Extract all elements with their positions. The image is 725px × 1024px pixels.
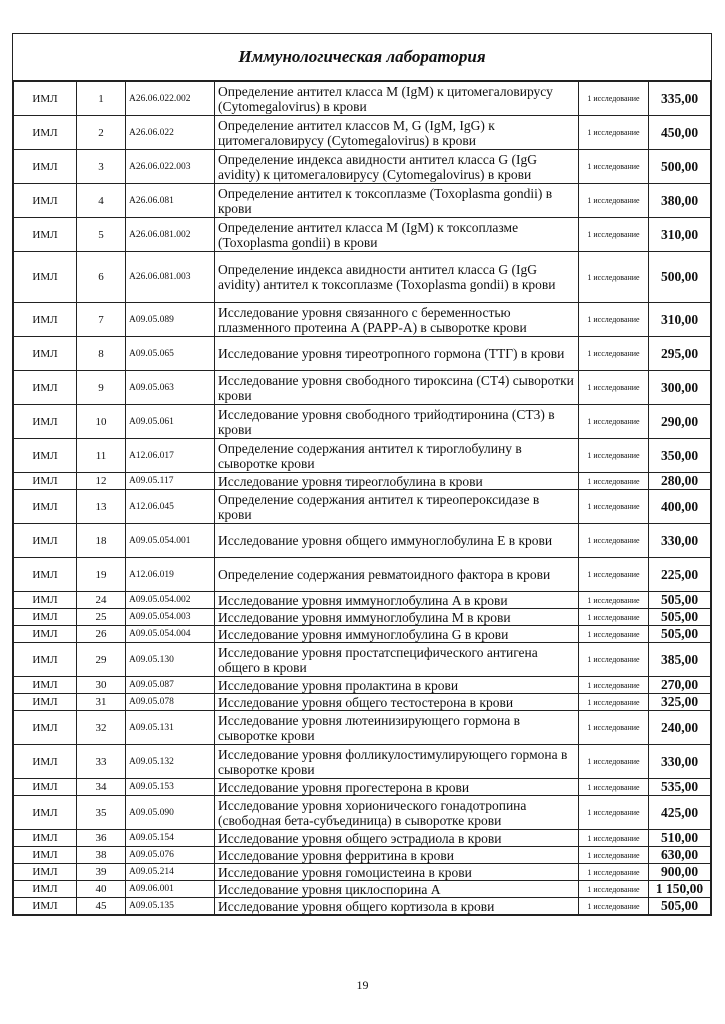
price-cell: 505,00 [649, 609, 711, 626]
price-cell: 385,00 [649, 643, 711, 677]
department-cell: ИМЛ [14, 898, 77, 915]
service-code-cell: A09.05.065 [126, 337, 215, 371]
table-row [14, 592, 711, 609]
department-cell: ИМЛ [14, 847, 77, 864]
row-number-cell: 6 [77, 252, 126, 303]
price-cell: 630,00 [649, 847, 711, 864]
table-row [14, 830, 711, 847]
department-cell: ИМЛ [14, 218, 77, 252]
price-cell: 500,00 [649, 150, 711, 184]
service-name-cell: Определение индекса авидности антител класса G (IgG avidity) антител к токсоплазме (Toxoplasma gondii) в крови [215, 252, 579, 303]
service-code-cell: A26.06.081.002 [126, 218, 215, 252]
table-row [14, 626, 711, 643]
service-name-cell: Исследование уровня иммуноглобулина A в крови [215, 592, 579, 609]
department-cell: ИМЛ [14, 524, 77, 558]
price-cell: 510,00 [649, 830, 711, 847]
service-code-cell: A09.05.078 [126, 694, 215, 711]
row-number-cell: 4 [77, 184, 126, 218]
price-cell: 240,00 [649, 711, 711, 745]
row-number-cell: 24 [77, 592, 126, 609]
service-name-cell: Определение антител класса M (IgM) к цитомегаловирусу (Cytomegalovirus) в крови [215, 82, 579, 116]
department-cell: ИМЛ [14, 405, 77, 439]
service-code-cell: A09.06.001 [126, 881, 215, 898]
price-cell: 290,00 [649, 405, 711, 439]
price-cell: 400,00 [649, 490, 711, 524]
service-name-cell: Исследование уровня циклоспорина A [215, 881, 579, 898]
unit-cell: 1 исследование [579, 677, 649, 694]
department-cell: ИМЛ [14, 592, 77, 609]
department-cell: ИМЛ [14, 830, 77, 847]
department-cell: ИМЛ [14, 711, 77, 745]
table-row [14, 677, 711, 694]
table-row [14, 643, 711, 677]
row-number-cell: 34 [77, 779, 126, 796]
department-cell: ИМЛ [14, 677, 77, 694]
row-number-cell: 3 [77, 150, 126, 184]
price-cell: 505,00 [649, 626, 711, 643]
service-code-cell: A26.06.022 [126, 116, 215, 150]
service-name-cell: Определение антител классов M, G (IgM, IgG) к цитомегаловирусу (Cytomegalovirus) в крови [215, 116, 579, 150]
table-row [14, 864, 711, 881]
row-number-cell: 8 [77, 337, 126, 371]
page-number: 19 [356, 978, 369, 992]
department-cell: ИМЛ [14, 184, 77, 218]
unit-cell: 1 исследование [579, 711, 649, 745]
price-cell: 300,00 [649, 371, 711, 405]
unit-cell: 1 исследование [579, 218, 649, 252]
row-number-cell: 39 [77, 864, 126, 881]
row-number-cell: 32 [77, 711, 126, 745]
unit-cell: 1 исследование [579, 82, 649, 116]
unit-cell: 1 исследование [579, 864, 649, 881]
department-cell: ИМЛ [14, 116, 77, 150]
row-number-cell: 30 [77, 677, 126, 694]
price-cell: 535,00 [649, 779, 711, 796]
row-number-cell: 12 [77, 473, 126, 490]
table-row [14, 252, 711, 303]
price-list-sheet [12, 33, 712, 916]
row-number-cell: 36 [77, 830, 126, 847]
department-cell: ИМЛ [14, 252, 77, 303]
service-name-cell: Исследование уровня общего иммуноглобулина E в крови [215, 524, 579, 558]
row-number-cell: 7 [77, 303, 126, 337]
unit-cell: 1 исследование [579, 643, 649, 677]
table-row [14, 184, 711, 218]
unit-cell: 1 исследование [579, 490, 649, 524]
unit-cell: 1 исследование [579, 626, 649, 643]
row-number-cell: 29 [77, 643, 126, 677]
service-code-cell: A09.05.076 [126, 847, 215, 864]
price-cell: 335,00 [649, 82, 711, 116]
row-number-cell: 13 [77, 490, 126, 524]
price-cell: 270,00 [649, 677, 711, 694]
service-code-cell: A09.05.054.001 [126, 524, 215, 558]
unit-cell: 1 исследование [579, 830, 649, 847]
service-code-cell: A09.05.130 [126, 643, 215, 677]
price-cell: 225,00 [649, 558, 711, 592]
department-cell: ИМЛ [14, 558, 77, 592]
row-number-cell: 1 [77, 82, 126, 116]
service-name-cell: Исследование уровня иммуноглобулина M в крови [215, 609, 579, 626]
price-cell: 325,00 [649, 694, 711, 711]
service-code-cell: A12.06.017 [126, 439, 215, 473]
price-cell: 425,00 [649, 796, 711, 830]
service-name-cell: Исследование уровня прогестерона в крови [215, 779, 579, 796]
unit-cell: 1 исследование [579, 898, 649, 915]
service-code-cell: A09.05.054.002 [126, 592, 215, 609]
service-code-cell: A26.06.022.002 [126, 82, 215, 116]
department-cell: ИМЛ [14, 82, 77, 116]
unit-cell: 1 исследование [579, 796, 649, 830]
price-cell: 505,00 [649, 898, 711, 915]
unit-cell: 1 исследование [579, 592, 649, 609]
table-row [14, 82, 711, 116]
price-cell: 295,00 [649, 337, 711, 371]
service-code-cell: A12.06.045 [126, 490, 215, 524]
service-name-cell: Исследование уровня тиреотропного гормона (ТТГ) в крови [215, 337, 579, 371]
unit-cell: 1 исследование [579, 745, 649, 779]
service-code-cell: A09.05.090 [126, 796, 215, 830]
service-name-cell: Исследование уровня иммуноглобулина G в крови [215, 626, 579, 643]
unit-cell: 1 исследование [579, 694, 649, 711]
department-cell: ИМЛ [14, 473, 77, 490]
unit-cell: 1 исследование [579, 337, 649, 371]
department-cell: ИМЛ [14, 694, 77, 711]
unit-cell: 1 исследование [579, 252, 649, 303]
price-cell: 900,00 [649, 864, 711, 881]
section-title: Иммунологическая лаборатория [13, 34, 711, 81]
department-cell: ИМЛ [14, 609, 77, 626]
unit-cell: 1 исследование [579, 439, 649, 473]
table-row [14, 847, 711, 864]
service-code-cell: A09.05.061 [126, 405, 215, 439]
table-row [14, 405, 711, 439]
service-name-cell: Исследование уровня гомоцистеина в крови [215, 864, 579, 881]
service-code-cell: A09.05.153 [126, 779, 215, 796]
table-row [14, 303, 711, 337]
price-cell: 310,00 [649, 218, 711, 252]
service-name-cell: Определение содержания антител к тироглобулину в сыворотке крови [215, 439, 579, 473]
unit-cell: 1 исследование [579, 473, 649, 490]
table-row [14, 218, 711, 252]
service-code-cell: A09.05.063 [126, 371, 215, 405]
department-cell: ИМЛ [14, 150, 77, 184]
service-name-cell: Определение содержания ревматоидного фактора в крови [215, 558, 579, 592]
service-name-cell: Исследование уровня фолликулостимулирующего гормона в сыворотке крови [215, 745, 579, 779]
row-number-cell: 38 [77, 847, 126, 864]
row-number-cell: 10 [77, 405, 126, 439]
table-row [14, 439, 711, 473]
table-row [14, 490, 711, 524]
department-cell: ИМЛ [14, 490, 77, 524]
table-row [14, 779, 711, 796]
row-number-cell: 25 [77, 609, 126, 626]
unit-cell: 1 исследование [579, 524, 649, 558]
table-row [14, 796, 711, 830]
table-row [14, 694, 711, 711]
price-table-body [14, 82, 711, 915]
service-code-cell: A09.05.131 [126, 711, 215, 745]
service-code-cell: A09.05.087 [126, 677, 215, 694]
price-cell: 330,00 [649, 524, 711, 558]
row-number-cell: 2 [77, 116, 126, 150]
unit-cell: 1 исследование [579, 558, 649, 592]
row-number-cell: 45 [77, 898, 126, 915]
service-name-cell: Определение антител к токсоплазме (Toxoplasma gondii) в крови [215, 184, 579, 218]
department-cell: ИМЛ [14, 337, 77, 371]
department-cell: ИМЛ [14, 643, 77, 677]
unit-cell: 1 исследование [579, 150, 649, 184]
row-number-cell: 5 [77, 218, 126, 252]
service-name-cell: Исследование уровня общего эстрадиола в крови [215, 830, 579, 847]
table-row [14, 150, 711, 184]
row-number-cell: 31 [77, 694, 126, 711]
table-row [14, 558, 711, 592]
unit-cell: 1 исследование [579, 303, 649, 337]
service-name-cell: Исследование уровня ферритина в крови [215, 847, 579, 864]
service-code-cell: A26.06.022.003 [126, 150, 215, 184]
price-cell: 505,00 [649, 592, 711, 609]
unit-cell: 1 исследование [579, 779, 649, 796]
row-number-cell: 11 [77, 439, 126, 473]
service-code-cell: A09.05.117 [126, 473, 215, 490]
table-row [14, 371, 711, 405]
price-cell: 280,00 [649, 473, 711, 490]
service-code-cell: A26.06.081 [126, 184, 215, 218]
service-name-cell: Исследование уровня общего тестостерона в крови [215, 694, 579, 711]
price-cell: 500,00 [649, 252, 711, 303]
department-cell: ИМЛ [14, 303, 77, 337]
service-name-cell: Исследование уровня свободного тироксина (СТ4) сыворотки крови [215, 371, 579, 405]
price-cell: 450,00 [649, 116, 711, 150]
department-cell: ИМЛ [14, 796, 77, 830]
price-cell: 380,00 [649, 184, 711, 218]
service-name-cell: Исследование уровня тиреоглобулина в крови [215, 473, 579, 490]
service-name-cell: Исследование уровня связанного с беременностью плазменного протеина A (PAPP-A) в сыворотке крови [215, 303, 579, 337]
table-row [14, 473, 711, 490]
unit-cell: 1 исследование [579, 609, 649, 626]
row-number-cell: 40 [77, 881, 126, 898]
service-code-cell: A09.05.135 [126, 898, 215, 915]
table-row [14, 609, 711, 626]
service-name-cell: Исследование уровня простатспецифического антигена общего в крови [215, 643, 579, 677]
row-number-cell: 19 [77, 558, 126, 592]
department-cell: ИМЛ [14, 779, 77, 796]
unit-cell: 1 исследование [579, 405, 649, 439]
table-row [14, 898, 711, 915]
service-name-cell: Исследование уровня общего кортизола в крови [215, 898, 579, 915]
table-row [14, 524, 711, 558]
table-row [14, 881, 711, 898]
row-number-cell: 18 [77, 524, 126, 558]
service-code-cell: A09.05.154 [126, 830, 215, 847]
service-code-cell: A26.06.081.003 [126, 252, 215, 303]
department-cell: ИМЛ [14, 371, 77, 405]
service-code-cell: A09.05.054.004 [126, 626, 215, 643]
service-name-cell: Исследование уровня пролактина в крови [215, 677, 579, 694]
price-cell: 330,00 [649, 745, 711, 779]
unit-cell: 1 исследование [579, 184, 649, 218]
service-name-cell: Определение антител класса M (IgM) к токсоплазме (Toxoplasma gondii) в крови [215, 218, 579, 252]
row-number-cell: 9 [77, 371, 126, 405]
service-code-cell: A09.05.132 [126, 745, 215, 779]
unit-cell: 1 исследование [579, 881, 649, 898]
price-cell: 1 150,00 [649, 881, 711, 898]
unit-cell: 1 исследование [579, 116, 649, 150]
department-cell: ИМЛ [14, 864, 77, 881]
service-name-cell: Определение индекса авидности антител класса G (IgG avidity) к цитомегаловирусу (Cytomegalovirus) в крови [215, 150, 579, 184]
service-code-cell: A09.05.214 [126, 864, 215, 881]
row-number-cell: 33 [77, 745, 126, 779]
price-table [13, 81, 711, 915]
unit-cell: 1 исследование [579, 371, 649, 405]
table-row [14, 337, 711, 371]
department-cell: ИМЛ [14, 439, 77, 473]
table-row [14, 745, 711, 779]
service-name-cell: Определение содержания антител к тиреопероксидазе в крови [215, 490, 579, 524]
department-cell: ИМЛ [14, 881, 77, 898]
price-cell: 310,00 [649, 303, 711, 337]
table-row [14, 116, 711, 150]
table-row [14, 711, 711, 745]
service-code-cell: A12.06.019 [126, 558, 215, 592]
price-cell: 350,00 [649, 439, 711, 473]
service-code-cell: A09.05.089 [126, 303, 215, 337]
service-code-cell: A09.05.054.003 [126, 609, 215, 626]
service-name-cell: Исследование уровня лютеинизирующего гормона в сыворотке крови [215, 711, 579, 745]
department-cell: ИМЛ [14, 745, 77, 779]
unit-cell: 1 исследование [579, 847, 649, 864]
row-number-cell: 26 [77, 626, 126, 643]
service-name-cell: Исследование уровня свободного трийодтиронина (СТ3) в крови [215, 405, 579, 439]
row-number-cell: 35 [77, 796, 126, 830]
department-cell: ИМЛ [14, 626, 77, 643]
service-name-cell: Исследование уровня хорионического гонадотропина (свободная бета-субъединица) в сыворотке крови [215, 796, 579, 830]
